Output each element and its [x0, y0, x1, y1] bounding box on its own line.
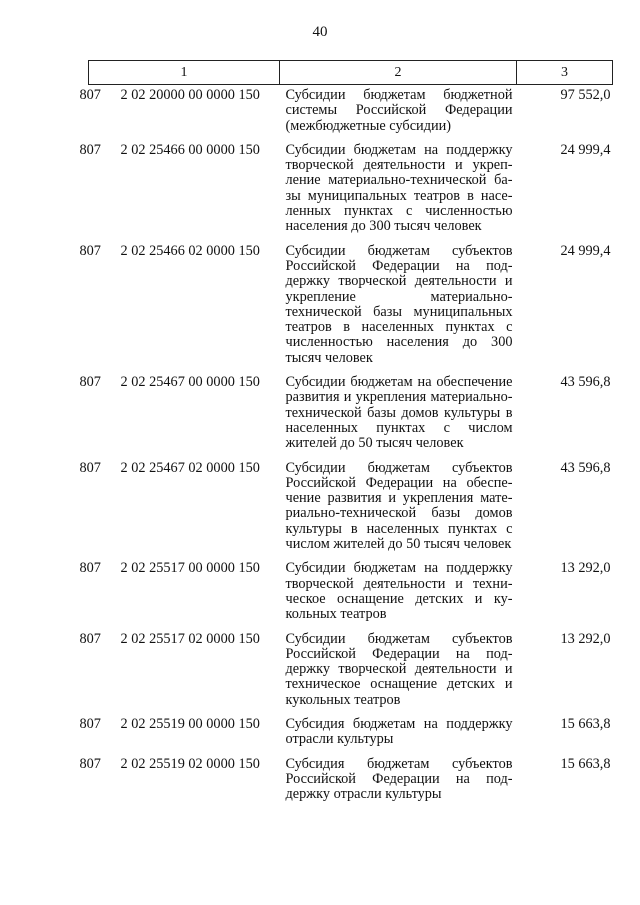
- table-row: [89, 241, 613, 372]
- budget-classification-code: 2 02 25519 02 0000 150: [120, 755, 260, 772]
- table-row: [89, 372, 613, 457]
- admin-code: 807: [79, 630, 101, 647]
- budget-classification-code: 2 02 25519 00 0000 150: [120, 715, 260, 732]
- amount: 24 999,4: [560, 141, 611, 158]
- admin-code: 807: [79, 459, 101, 476]
- budget-classification-code: 2 02 25517 02 0000 150: [120, 630, 260, 647]
- income-description: Субсидии бюджетам на поддержку творческой деятельности и техническое оснащение детских и кукольных театров: [285, 560, 513, 623]
- budget-classification-code: 2 02 25467 00 0000 150: [120, 374, 260, 391]
- budget-classification-code: 2 02 25517 00 0000 150: [120, 560, 260, 577]
- table-row: [89, 558, 613, 628]
- code-cell: [79, 372, 280, 457]
- code-cell: [79, 629, 280, 714]
- admin-code: 807: [79, 242, 101, 259]
- admin-code: 807: [79, 141, 101, 158]
- page-number: 40: [312, 24, 328, 40]
- table-row: [89, 714, 613, 754]
- admin-code: 807: [79, 560, 101, 577]
- code-cell: [79, 85, 280, 140]
- budget-classification-code: 2 02 25466 00 0000 150: [120, 141, 260, 158]
- amount: 24 999,4: [560, 242, 611, 259]
- table-header: [89, 61, 613, 85]
- admin-code: 807: [79, 755, 101, 772]
- budget-classification-code: 2 02 25466 02 0000 150: [120, 242, 260, 259]
- table-row: [89, 140, 613, 241]
- amount: 13 292,0: [560, 560, 611, 577]
- code-cell: [79, 714, 280, 754]
- table-row: [89, 629, 613, 714]
- code-cell: [79, 754, 280, 809]
- amount: 13 292,0: [560, 630, 611, 647]
- admin-code: 807: [79, 715, 101, 732]
- amount: 15 663,8: [560, 715, 611, 732]
- income-description: Субсидии бюджетам субъектов Российской Федерации на поддержку творческой деятельности и укрепление материально-технической базы муниципальных театров в населенных пунктах с численностью населения до 300 тысяч человек: [285, 242, 513, 366]
- budget-table: [79, 60, 613, 808]
- table-body: [79, 85, 613, 809]
- amount: 15 663,8: [560, 755, 611, 772]
- table-row: [89, 754, 613, 809]
- budget-classification-code: 2 02 25467 02 0000 150: [120, 459, 260, 476]
- admin-code: 807: [79, 87, 101, 103]
- income-description: Субсидии бюджетам бюджетной системы Российской Федерации (межбюджетные субсидии): [285, 87, 513, 134]
- table-row: [89, 458, 613, 559]
- amount: 43 596,8: [560, 459, 611, 476]
- income-description: Субсидии бюджетам субъектов Российской Федерации на обеспечение развития и укрепления материально-технической базы домов культуры в населенных пунктах с числом жителей до 50 тысяч человек: [285, 459, 513, 553]
- code-cell: [79, 241, 280, 372]
- income-description: Субсидии бюджетам на обеспечение развития и укрепления материально-технической базы домов культуры в населенных пунктах с числом жителей до 50 тысяч человек: [285, 374, 513, 452]
- table-row: [89, 85, 613, 140]
- column-header-1: 1: [89, 61, 280, 85]
- admin-code: 807: [79, 374, 101, 391]
- income-description: Субсидия бюджетам на поддержку отрасли культуры: [285, 715, 513, 748]
- code-cell: [79, 558, 280, 628]
- income-description: Субсидии бюджетам субъектов Российской Федерации на поддержку творческой деятельности и техническое оснащение детских и кукольных театров: [285, 630, 513, 708]
- amount: 97 552,0: [560, 87, 611, 103]
- budget-classification-code: 2 02 20000 00 0000 150: [120, 87, 260, 103]
- column-header-3: 3: [517, 61, 613, 85]
- code-cell: [79, 458, 280, 559]
- amount: 43 596,8: [560, 374, 611, 391]
- column-header-2: 2: [280, 61, 517, 85]
- income-description: Субсидия бюджетам субъектов Российской Федерации на поддержку отрасли культуры: [285, 755, 513, 803]
- income-description: Субсидии бюджетам на поддержку творческой деятельности и укрепление материально-технической базы муниципальных театров в населенных пунктах с численностью населения до 300 тысяч человек: [285, 141, 513, 235]
- code-cell: [79, 140, 280, 241]
